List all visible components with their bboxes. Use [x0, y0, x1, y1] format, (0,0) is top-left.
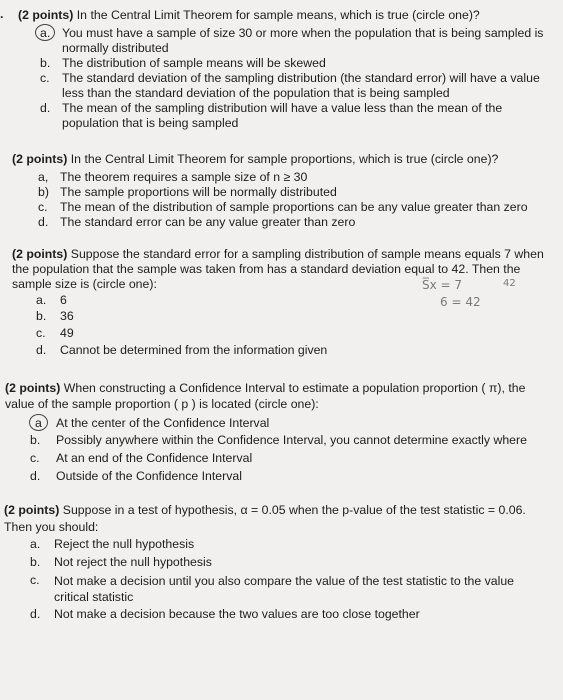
question-1-stem: In the Central Limit Theorem for sample means, which is true (circle one)? — [76, 8, 480, 22]
handwritten-note: S̅x = 7 — [422, 278, 463, 292]
option-letter: a, — [38, 170, 49, 184]
handwritten-note: 42 — [503, 278, 516, 289]
question-2-option-b[interactable] — [0, 183, 563, 198]
question-4-option-c[interactable] — [0, 449, 563, 466]
option-text: At an end of the Confidence Interval — [56, 451, 253, 465]
question-3-header — [0, 247, 563, 293]
question-4-stem-line-1: When constructing a Confidence Interval to estimate a population proportion ( π), the — [63, 381, 526, 395]
question-3-stem-line-3: sample size is (circle one): — [12, 277, 157, 291]
question-4 — [0, 381, 563, 483]
question-2-option-c[interactable] — [0, 198, 563, 213]
option-letter: c. — [40, 71, 50, 85]
option-text: Reject the null hypothesis — [54, 537, 195, 551]
option-text: 36 — [60, 309, 74, 323]
question-1-option-a[interactable] — [0, 24, 563, 54]
option-letter: b. — [30, 433, 41, 447]
option-letter: a. — [36, 293, 47, 307]
option-text: 49 — [60, 326, 74, 340]
question-4-option-d[interactable] — [0, 466, 563, 483]
option-letter: a — [35, 416, 42, 430]
question-5-stem-line-2: Then you should: — [4, 520, 99, 534]
question-3-points: (2 points) — [12, 247, 68, 261]
option-letter: d. — [40, 101, 51, 115]
option-letter: b. — [36, 309, 47, 323]
question-5-option-b[interactable] — [0, 554, 563, 571]
question-5-stem-line-1: Suppose in a test of hypothesis, α = 0.05 when the p-value of the test statistic = 0.06. — [62, 503, 526, 517]
question-5 — [0, 503, 563, 622]
question-5-header — [0, 503, 563, 537]
question-3-option-a[interactable] — [0, 293, 563, 308]
question-4-option-a[interactable] — [0, 415, 563, 432]
question-3-stem-line-1: Suppose the standard error for a sampling distribution of sample means equals 7 when — [70, 247, 544, 261]
option-text: The sample proportions will be normally distributed — [60, 185, 337, 199]
option-letter: b. — [30, 555, 41, 569]
question-5-points: (2 points) — [4, 503, 60, 517]
question-1-option-d[interactable] — [0, 99, 563, 129]
question-3 — [0, 247, 563, 356]
option-text: 6 — [60, 293, 67, 307]
question-2-stem: In the Central Limit Theorem for sample proportions, which is true (circle one)? — [70, 152, 499, 166]
option-letter: b) — [38, 185, 49, 199]
handwritten-note: 6 = 42 — [440, 295, 481, 309]
option-text: Outside of the Confidence Interval — [56, 469, 242, 483]
question-4-stem-line-2: value of the sample proportion ( p ) is located (circle one): — [5, 397, 319, 411]
option-letter: d. — [30, 607, 41, 621]
option-letter: a. — [30, 537, 41, 551]
option-text: The mean of the distribution of sample proportions can be any value greater than zero — [60, 200, 528, 214]
question-5-option-d[interactable] — [0, 605, 563, 622]
question-4-header — [0, 381, 563, 415]
option-text: The standard deviation of the sampling distribution (the standard error) will have a value less than the standard deviation of the population that is being sampled — [62, 71, 540, 100]
question-1-option-c[interactable] — [0, 69, 563, 99]
question-1-option-b[interactable] — [0, 54, 563, 69]
answer-circle — [35, 24, 55, 41]
option-letter: d. — [30, 469, 41, 483]
question-3-option-c[interactable] — [0, 324, 563, 340]
question-3-option-b[interactable] — [0, 308, 563, 324]
question-5-option-a[interactable] — [0, 537, 563, 554]
question-5-option-c[interactable] — [0, 571, 563, 605]
option-letter: a. — [40, 26, 51, 40]
option-letter: d. — [38, 215, 49, 229]
option-text: At the center of the Confidence Interval — [56, 416, 270, 430]
question-1-header — [0, 8, 563, 24]
option-text: Possibly anywhere within the Confidence Interval, you cannot determine exactly where — [56, 433, 527, 447]
question-3-option-d[interactable] — [0, 340, 563, 356]
answer-circle — [29, 414, 48, 431]
option-text: The theorem requires a sample size of n ≥ 30 — [60, 170, 308, 184]
option-letter: d. — [36, 343, 47, 357]
option-text: Not reject the null hypothesis — [54, 555, 212, 569]
option-text: You must have a sample of size 30 or more when the population that is being sampled is normally distributed — [62, 26, 544, 55]
option-text: The mean of the sampling distribution will have a value less than the mean of the population that is being sampled — [62, 101, 503, 130]
question-1 — [0, 8, 563, 129]
option-text: The distribution of sample means will be skewed — [62, 56, 326, 70]
question-2-header — [0, 152, 563, 168]
question-1-marker: . — [0, 7, 4, 21]
question-4-option-b[interactable] — [0, 432, 563, 449]
option-letter: c. — [30, 573, 40, 587]
question-2-option-a[interactable] — [0, 168, 563, 183]
option-letter: b. — [40, 56, 51, 70]
question-2 — [0, 152, 563, 228]
option-letter: c. — [38, 200, 48, 214]
question-4-points: (2 points) — [5, 381, 61, 395]
option-letter: c. — [36, 326, 46, 340]
question-2-option-d[interactable] — [0, 213, 563, 228]
option-text: The standard error can be any value greater than zero — [60, 215, 356, 229]
question-3-stem-line-2: the population that the sample was taken from has a standard deviation equal to 42. Then the — [12, 262, 521, 276]
question-1-points: (2 points) — [18, 8, 74, 22]
option-text: Not make a decision because the two values are too close together — [54, 607, 420, 621]
option-text: Cannot be determined from the information given — [60, 343, 328, 357]
option-letter: c. — [30, 451, 40, 465]
option-text: Not make a decision until you also compare the value of the test statistic to the value critical statistic — [54, 574, 515, 604]
question-2-points: (2 points) — [12, 152, 68, 166]
